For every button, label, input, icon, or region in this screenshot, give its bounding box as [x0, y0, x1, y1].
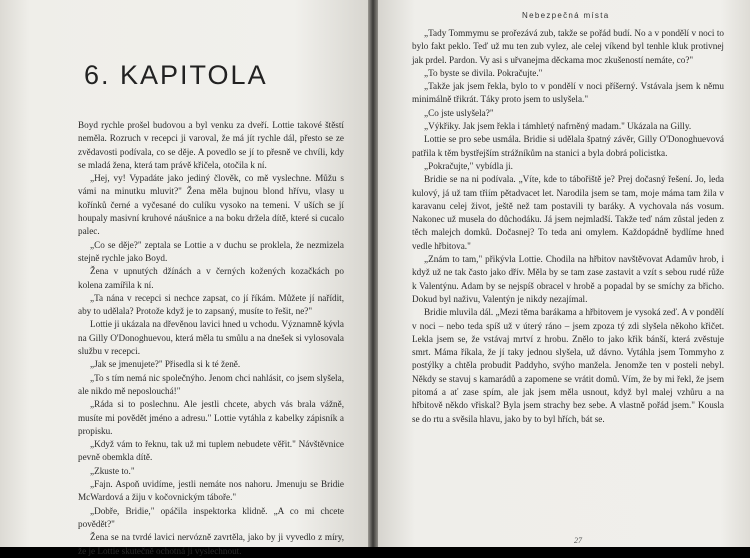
paragraph: Žena se na tvrdé lavici nervózně zavrtěla, jako by ji vyvedlo z míry, že je Lottie skutečně ochotná ji vyslechnout. — [78, 532, 344, 556]
paragraph: „Hej, vy! Vypadáte jako jediný člověk, co mě vyslechne. Můžu s vámi na minutku mluvit?" Žena měla bujnou blond hřívu, vlasy u kořínků černé a vyčesané do culíku vysoko na temeni. V uších se jí houpaly masivní kruhové náušnice a na boku držela dítě, které si cucalo palec. — [78, 173, 344, 237]
paragraph: „Výkřiky. Jak jsem řekla i támhletý nafrněný madam." Ukázala na Gilly. — [424, 121, 692, 132]
paragraph: „To byste se divila. Pokračujte." — [424, 67, 543, 78]
left-page — [0, 0, 368, 556]
paragraph: „Takže jak jsem řekla, bylo to v pondělí v noci příšerný. Vstávala jsem k němu minimálně třikrát. Táky proto jsem to uslyšela." — [412, 81, 724, 105]
paragraph: „Co se děje?" zeptala se Lottie a v duchu se proklela, že nezmizela stejně rychle jako Boyd. — [78, 239, 344, 263]
paragraph: „Fajn. Aspoň uvidíme, jestli nemáte nos nahoru. Jmenuju se Bridie McWardová a žiju v kočovnickým táboře." — [78, 479, 344, 503]
paragraph: Bridie se na ni podívala. „Víte, kde to tábořiště je? Prej dočasný řešení. Jo, leda kulový, já už tam třiím pětadvacet let. Narodila jsem se tam, moje máma tam žila v karavanu celej život, ještě než tam postavili ty baráky. A vychovala nás vosum. Nakonec už musela do důchodáku. Já jsem nejmladší. Takže teď nám zůstal jeden z těch malejch domků. Dočasnej? To teda ani omylem. Každopádně bydlíme hned vedle hřbitova." — [412, 174, 724, 251]
paragraph: „Co jste uslyšela?" — [424, 107, 494, 118]
paragraph: Boyd rychle prošel budovou a byl venku za dveří. Lottie takové štěstí neměla. Rozruch v recepci ji varoval, že má jít rychle dál, přesto se ze zvědavosti podívala, co se děje. A povedlo se jí to přesně ve chvíli, kdy se mladá žena, která tam právě křičela, otočila k ní. — [78, 120, 344, 170]
right-page — [378, 0, 750, 547]
running-head: Nebezpečná místa — [522, 11, 610, 20]
paragraph: „Zkuste to." — [90, 465, 135, 476]
paragraph: „To s tím nemá nic společnýho. Jenom chci nahlásit, co jsem slyšela, ale nikdo mě neposlouchá!" — [78, 372, 344, 396]
left-page-text — [78, 119, 344, 558]
paragraph: „Když vám to řeknu, tak už mi tuplem nebudete věřit." Návštěvnice pevně obemkla dítě. — [78, 439, 344, 463]
paragraph: Bridie mluvila dál. „Mezi těma barákama a hřbitovem je vysoká zeď. A v pondělí v noci – nebo teda spíš už v úterý ráno – jsem zpoza tý zdi slyšela někoho křičet. Lekla jsem se, že vstávaj mrtví z hrobu. Znělo to jako křik bánší, která zvěstuje smrt. Máma říkala, že jí taky jednou slyšela, už dávno. Vytáhla jsem Tommyho z postýlky a chtěla probudit Paddyho, svýho manžela. Jenomže ten v posteli nebyl. Někdy se stavuj s kamarádů a zapomene se vrátit domů. Vím, že by mi řekl, že jsem pitomá a ať zase spím, ale jak jsem měla usnout, když byl malej vzhůru a na hřbitově někdo vřiskal? Byla jsem strachy bez sebe. A vlastně pořád jsem." Kousla se do rtu a svěsila hlavu, jako by to byl hřích, bát se. — [412, 307, 724, 424]
paragraph: „Pokračujte," vybídla ji. — [424, 160, 513, 171]
paragraph: „Znám to tam," přikývla Lottie. Chodila na hřbitov navštěvovat Adamův hrob, i když už ne tak často jako dřív. Měla by se tam zase zastavit a vzít s sebou rudé růže k Valentýnu. Adam by se nejspíš obracel v hrobě a popadal by se smíchy za břicho. Dokud byl naživu, Valentýn je nikdy nezajímal. — [412, 254, 724, 304]
paragraph: „Jak se jmenujete?" Přisedla si k té ženě. — [90, 359, 241, 370]
paragraph: Lottie ji ukázala na dřevěnou lavici hned u vchodu. Významně kývla na Gilly O'Donoghuevou, která měla tu smůlu a na dnešek si vylosovala službu v recepci. — [78, 319, 344, 357]
paragraph: „Ráda si to poslechnu. Ale jestli chcete, abych vás brala vážně, musíte mi povědět jméno a adresu." Lottie vytáhla z kabelky zápisník a propisku. — [78, 399, 344, 436]
paragraph: „Ta nána v recepci si nechce zapsat, co jí říkám. Můžete jí nařídit, aby to udělala? Protože když je to zapsaný, musíte to řešit, ne?" — [78, 292, 344, 317]
paragraph: „Tady Tommymu se prořezává zub, takže se pořád budí. No a v pondělí v noci to bylo fakt peklo. Teď už mu ten zub vylez, ale celej víkend byl tenhle kluk protivnej jak prdel. Pardon. Vy asi s uřvanejma děckama moc zkušeností nemáte, co?" — [412, 28, 724, 65]
paragraph: Lottie se pro sebe usmála. Bridie si udělala špatný závěr, Gilly O'Donoghuevová patřila k těm bystřejším strážníkům na stanici a byla dobrá policistka. — [412, 134, 724, 158]
paragraph: „Dobře, Bridie," opáčila inspektorka klidně. „A co mi chcete povědět?" — [78, 505, 344, 529]
page-number: 27 — [574, 536, 582, 545]
book-gutter — [368, 0, 378, 547]
right-page-text — [412, 27, 724, 426]
paragraph: Žena v upnutých džínách a v černých kožených kozačkách po kolena zamířila k ní. — [78, 266, 344, 290]
chapter-title: 6. KAPITOLA — [84, 60, 268, 90]
